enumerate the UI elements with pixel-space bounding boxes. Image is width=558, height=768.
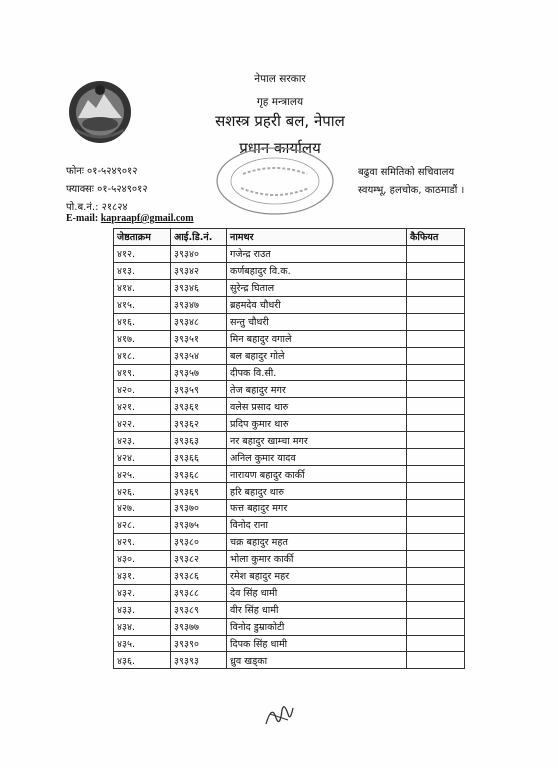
table-row [114,516,465,533]
table-row [114,652,465,669]
id-cell: ३९३६१ [171,398,227,415]
header-line-1: नेपाल सरकार [254,73,306,85]
table-row [114,245,465,262]
name-cell: रमेश बहादुर महर [227,567,407,584]
fax-text: फ्याक्सः ०१-५२४९०१२ [66,184,148,195]
office-stamp-icon [213,144,337,218]
email-label: E-mail: [66,213,99,224]
name-cell: नारायण बहादुर कार्की [227,466,407,483]
table-row [114,330,465,347]
id-cell: ३९३६२ [171,415,227,432]
remarks-cell [407,313,465,330]
name-cell: प्रदिप कुमार थारु [227,415,407,432]
table-row [114,398,465,415]
remarks-cell [407,296,465,313]
pobox-text: पो.ब.नं.: २१८२४ [66,202,128,213]
id-cell: ३९३७५ [171,516,227,533]
seniority-cell: ४२३. [114,432,171,449]
seniority-cell: ४१९. [114,364,171,381]
seniority-cell: ४२१. [114,398,171,415]
remarks-cell [407,567,465,584]
seniority-cell: ४२०. [114,381,171,398]
remarks-cell [407,466,465,483]
table-row [114,533,465,550]
name-cell: मिन बहादुर वगाले [227,330,407,347]
id-cell: ३९३४० [171,245,227,262]
id-cell: ३९३७० [171,500,227,517]
remarks-cell [407,262,465,279]
seniority-cell: ४२५. [114,466,171,483]
seniority-cell: ४१७. [114,330,171,347]
email-line [66,213,194,224]
id-cell: ३९३४६ [171,279,227,296]
remarks-cell [407,432,465,449]
seniority-cell: ४३३. [114,601,171,618]
remarks-cell [407,449,465,466]
id-cell: ३९३६९ [171,483,227,500]
seniority-cell: ४३६. [114,652,171,669]
remarks-cell [407,550,465,567]
remarks-cell [407,500,465,517]
seniority-cell: ४१८. [114,347,171,364]
seniority-cell: ४१३. [114,262,171,279]
seniority-cell: ४२४. [114,449,171,466]
table-row [114,415,465,432]
remarks-cell [407,279,465,296]
signature-icon [262,700,296,730]
remarks-cell [407,584,465,601]
nepal-emblem-icon [66,78,134,146]
remarks-cell [407,533,465,550]
name-cell: विनोद राना [227,516,407,533]
remarks-cell [407,245,465,262]
seniority-cell: ४३१. [114,567,171,584]
name-cell: बल बहादुर गोले [227,347,407,364]
table-header-row [114,229,465,246]
remarks-cell [407,635,465,652]
id-cell: ३९३५४ [171,347,227,364]
id-cell: ३९३५१ [171,330,227,347]
table-row [114,296,465,313]
table-row [114,347,465,364]
email-link[interactable]: kapraapf@gmail.com [100,213,194,224]
id-cell: ३९३६३ [171,432,227,449]
seniority-cell: ४२६. [114,483,171,500]
name-cell: नर बहादुर खाम्चा मगर [227,432,407,449]
header-line-2: गृह मन्त्रालय [256,96,304,108]
remarks-cell [407,364,465,381]
id-cell: ३९३६८ [171,466,227,483]
table-row [114,364,465,381]
table-row [114,483,465,500]
table-row [114,279,465,296]
name-cell: ब्रहमदेव चौधरी [227,296,407,313]
id-cell: ३९३४७ [171,296,227,313]
name-cell: अनिल कुमार यादव [227,449,407,466]
table-row [114,449,465,466]
seniority-cell: ४२९. [114,533,171,550]
name-cell: विनोद डुम्राकोटी [227,618,407,635]
office-line-2: स्वयम्भू, हलचोक, काठमाडौं । [358,185,465,196]
name-cell: हरि बहादुर थारु [227,483,407,500]
table-row [114,381,465,398]
header-line-3: सशस्त्र प्रहरी बल, नेपाल [215,112,345,130]
name-cell: देव सिंह धामी [227,584,407,601]
name-cell: सुरेन्द्र घिताल [227,279,407,296]
remarks-cell [407,601,465,618]
id-cell: ३९३८० [171,533,227,550]
seniority-cell: ४३५. [114,635,171,652]
table-row [114,432,465,449]
id-cell: ३९३८८ [171,584,227,601]
header-name: नामथर [227,229,407,246]
seniority-cell: ४३४. [114,618,171,635]
name-cell: दीपक वि.सी. [227,364,407,381]
table-row [114,500,465,517]
id-cell: ३९३८२ [171,550,227,567]
header-remarks: कैफियत [407,229,465,246]
name-cell: वीर सिंह धामी [227,601,407,618]
id-cell: ३९३९३ [171,652,227,669]
name-cell: सन्तु चौधरी [227,313,407,330]
id-cell: ३९३८६ [171,567,227,584]
header-id: आई.डि.नं. [171,229,227,246]
id-cell: ३९३९० [171,635,227,652]
table-row [114,584,465,601]
seniority-cell: ४३०. [114,550,171,567]
seniority-cell: ४१४. [114,279,171,296]
seniority-cell: ४२२. [114,415,171,432]
id-cell: ३९३४८ [171,313,227,330]
name-cell: गजेन्द्र राउत [227,245,407,262]
table-row [114,567,465,584]
seniority-cell: ४३२. [114,584,171,601]
name-cell: फत्त बहादुर मगर [227,500,407,517]
name-cell: वलेस प्रसाद थारु [227,398,407,415]
name-cell: ध्रुव खड्का [227,652,407,669]
office-line-1: बढुवा समितिको सचिवालय [358,167,455,178]
phone-text: फोनः ०१-५२४९०१२ [66,166,138,177]
table-row [114,262,465,279]
id-cell: ३९३४२ [171,262,227,279]
remarks-cell [407,347,465,364]
remarks-cell [407,381,465,398]
remarks-cell [407,618,465,635]
table-row [114,313,465,330]
name-cell: भोला कुमार कार्की [227,550,407,567]
seniority-table [113,228,465,669]
name-cell: तेज बहादुर मगर [227,381,407,398]
id-cell: ३९३६६ [171,449,227,466]
seniority-cell: ४२८. [114,516,171,533]
id-cell: ३९३८९ [171,601,227,618]
name-cell: चक्र बहादुर महत [227,533,407,550]
seniority-cell: ४१२. [114,245,171,262]
remarks-cell [407,415,465,432]
header-seniority: जेष्ठताक्रम [114,229,171,246]
seniority-cell: ४२७. [114,500,171,517]
table-row [114,466,465,483]
remarks-cell [407,516,465,533]
remarks-cell [407,398,465,415]
id-cell: ३९३७७ [171,618,227,635]
table-row [114,618,465,635]
name-cell: कर्णबहादुर वि.क. [227,262,407,279]
table-row [114,550,465,567]
id-cell: ३९३५७ [171,364,227,381]
remarks-cell [407,652,465,669]
header-line-4: प्रधान कार्यालय [239,139,321,157]
seniority-cell: ४१५. [114,296,171,313]
name-cell: दिपक सिंह धामी [227,635,407,652]
remarks-cell [407,483,465,500]
seniority-cell: ४१६. [114,313,171,330]
id-cell: ३९३५९ [171,381,227,398]
remarks-cell [407,330,465,347]
table-row [114,601,465,618]
table-row [114,635,465,652]
